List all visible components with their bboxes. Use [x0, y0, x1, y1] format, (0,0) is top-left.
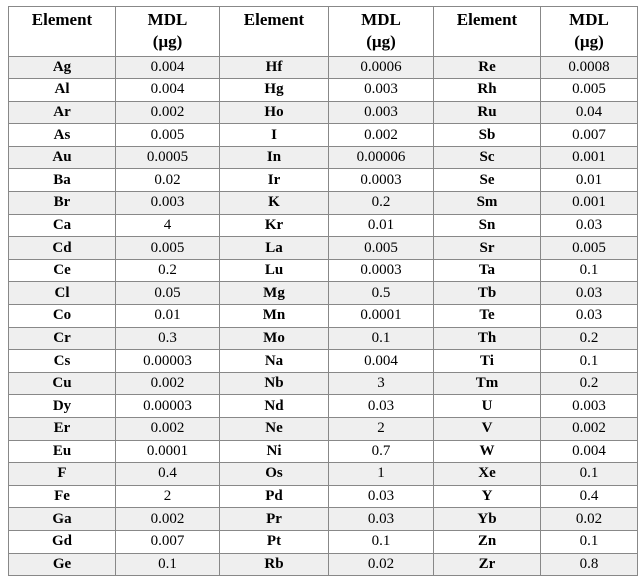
mdl-value-cell: 0.001 [541, 146, 638, 169]
mdl-value-cell: 4 [116, 214, 220, 237]
mdl-value-cell: 0.02 [116, 169, 220, 192]
table-row [9, 440, 638, 463]
mdl-value-cell: 0.003 [541, 395, 638, 418]
element-cell: Sb [434, 124, 541, 147]
mdl-value-cell: 0.1 [329, 327, 434, 350]
table-row [9, 237, 638, 260]
mdl-value-cell: 0.002 [541, 418, 638, 441]
element-cell: Ne [220, 418, 329, 441]
element-cell: Pt [220, 530, 329, 553]
element-cell: Ta [434, 259, 541, 282]
table-row [9, 56, 638, 79]
mdl-value-cell: 0.01 [329, 214, 434, 237]
element-cell: Os [220, 463, 329, 486]
mdl-table [8, 6, 638, 576]
mdl-value-cell: 0.1 [541, 350, 638, 373]
table-row [9, 169, 638, 192]
mdl-value-cell: 0.005 [329, 237, 434, 260]
mdl-value-cell: 0.04 [541, 101, 638, 124]
element-cell: Eu [9, 440, 116, 463]
element-cell: Au [9, 146, 116, 169]
element-cell: Zn [434, 530, 541, 553]
element-cell: Sn [434, 214, 541, 237]
mdl-header [329, 7, 434, 57]
table-row [9, 530, 638, 553]
table-row [9, 350, 638, 373]
element-cell: Yb [434, 508, 541, 531]
mdl-value-cell: 0.01 [541, 169, 638, 192]
table-row [9, 485, 638, 508]
mdl-value-cell: 0.03 [329, 395, 434, 418]
table-header [9, 7, 638, 57]
element-cell: Ti [434, 350, 541, 373]
element-cell: Xe [434, 463, 541, 486]
mdl-value-cell: 0.004 [116, 56, 220, 79]
mdl-value-cell: 0.002 [116, 101, 220, 124]
element-cell: Mo [220, 327, 329, 350]
element-cell: Sr [434, 237, 541, 260]
mdl-value-cell: 0.03 [541, 214, 638, 237]
mdl-value-cell: 0.004 [116, 79, 220, 102]
element-cell: Sc [434, 146, 541, 169]
mdl-value-cell: 0.2 [541, 372, 638, 395]
table-row [9, 305, 638, 328]
mdl-value-cell: 1 [329, 463, 434, 486]
mdl-value-cell: 0.8 [541, 553, 638, 576]
element-cell: Ar [9, 101, 116, 124]
element-cell: Gd [9, 530, 116, 553]
element-cell: Th [434, 327, 541, 350]
table-row [9, 101, 638, 124]
element-cell: Ce [9, 259, 116, 282]
mdl-header-label: MDL [569, 10, 609, 29]
element-cell: Cl [9, 282, 116, 305]
mdl-value-cell: 0.2 [329, 192, 434, 215]
mdl-value-cell: 0.0003 [329, 259, 434, 282]
element-cell: Rb [220, 553, 329, 576]
mdl-value-cell: 0.7 [329, 440, 434, 463]
table-row [9, 372, 638, 395]
mdl-value-cell: 0.02 [541, 508, 638, 531]
element-cell: Ca [9, 214, 116, 237]
mdl-value-cell: 0.005 [541, 237, 638, 260]
table-body [9, 56, 638, 576]
element-cell: Al [9, 79, 116, 102]
table-row [9, 79, 638, 102]
element-cell: Tm [434, 372, 541, 395]
element-cell: Na [220, 350, 329, 373]
element-cell: Mn [220, 305, 329, 328]
element-cell: I [220, 124, 329, 147]
mdl-value-cell: 0.00006 [329, 146, 434, 169]
element-cell: Dy [9, 395, 116, 418]
element-cell: Ag [9, 56, 116, 79]
element-cell: Kr [220, 214, 329, 237]
element-cell: Re [434, 56, 541, 79]
mdl-value-cell: 0.3 [116, 327, 220, 350]
mdl-value-cell: 0.2 [541, 327, 638, 350]
element-cell: Ga [9, 508, 116, 531]
mdl-header-label: MDL [361, 10, 401, 29]
mdl-header-unit: (µg) [574, 31, 604, 51]
element-cell: K [220, 192, 329, 215]
mdl-header [541, 7, 638, 57]
mdl-value-cell: 0.0008 [541, 56, 638, 79]
mdl-value-cell: 0.003 [329, 101, 434, 124]
table-row [9, 282, 638, 305]
element-cell: Zr [434, 553, 541, 576]
mdl-value-cell: 2 [116, 485, 220, 508]
mdl-value-cell: 0.03 [329, 485, 434, 508]
element-cell: Nd [220, 395, 329, 418]
mdl-value-cell: 0.002 [116, 418, 220, 441]
table-row [9, 192, 638, 215]
element-cell: Ir [220, 169, 329, 192]
element-cell: Mg [220, 282, 329, 305]
mdl-value-cell: 0.004 [541, 440, 638, 463]
mdl-value-cell: 0.005 [541, 79, 638, 102]
mdl-header-unit: (µg) [152, 31, 183, 51]
element-cell: Pr [220, 508, 329, 531]
mdl-value-cell: 0.00003 [116, 395, 220, 418]
mdl-value-cell: 2 [329, 418, 434, 441]
element-cell: Rh [434, 79, 541, 102]
mdl-value-cell: 0.007 [116, 530, 220, 553]
mdl-value-cell: 0.002 [329, 124, 434, 147]
mdl-value-cell: 0.0003 [329, 169, 434, 192]
element-cell: Se [434, 169, 541, 192]
mdl-value-cell: 0.001 [541, 192, 638, 215]
table-row [9, 327, 638, 350]
mdl-value-cell: 0.1 [116, 553, 220, 576]
element-cell: Lu [220, 259, 329, 282]
table-row [9, 395, 638, 418]
mdl-value-cell: 0.4 [541, 485, 638, 508]
table-row [9, 146, 638, 169]
mdl-value-cell: 0.1 [541, 530, 638, 553]
element-cell: Nb [220, 372, 329, 395]
element-cell: Ge [9, 553, 116, 576]
element-cell: Cu [9, 372, 116, 395]
element-cell: Cr [9, 327, 116, 350]
table-row [9, 553, 638, 576]
mdl-value-cell: 0.5 [329, 282, 434, 305]
element-cell: Ru [434, 101, 541, 124]
mdl-value-cell: 3 [329, 372, 434, 395]
mdl-value-cell: 0.4 [116, 463, 220, 486]
mdl-value-cell: 0.03 [541, 305, 638, 328]
mdl-value-cell: 0.005 [116, 237, 220, 260]
table-row [9, 124, 638, 147]
table-row [9, 214, 638, 237]
element-cell: La [220, 237, 329, 260]
element-cell: As [9, 124, 116, 147]
mdl-value-cell: 0.1 [329, 530, 434, 553]
element-cell: W [434, 440, 541, 463]
element-cell: Tb [434, 282, 541, 305]
element-cell: Ho [220, 101, 329, 124]
mdl-value-cell: 0.1 [541, 259, 638, 282]
table-row [9, 259, 638, 282]
element-cell: Sm [434, 192, 541, 215]
table-row [9, 508, 638, 531]
element-header: Element [9, 7, 116, 57]
mdl-value-cell: 0.003 [329, 79, 434, 102]
mdl-value-cell: 0.05 [116, 282, 220, 305]
element-cell: Hf [220, 56, 329, 79]
element-cell: Ni [220, 440, 329, 463]
mdl-value-cell: 0.03 [329, 508, 434, 531]
element-cell: U [434, 395, 541, 418]
mdl-value-cell: 0.007 [541, 124, 638, 147]
mdl-value-cell: 0.02 [329, 553, 434, 576]
table-row [9, 418, 638, 441]
mdl-header [116, 7, 220, 57]
element-cell: F [9, 463, 116, 486]
mdl-value-cell: 0.00003 [116, 350, 220, 373]
mdl-value-cell: 0.2 [116, 259, 220, 282]
element-cell: Te [434, 305, 541, 328]
mdl-value-cell: 0.003 [116, 192, 220, 215]
element-cell: Cd [9, 237, 116, 260]
element-cell: Fe [9, 485, 116, 508]
header-row [9, 7, 638, 57]
element-cell: Er [9, 418, 116, 441]
element-header: Element [220, 7, 329, 57]
element-cell: Y [434, 485, 541, 508]
element-cell: In [220, 146, 329, 169]
mdl-value-cell: 0.01 [116, 305, 220, 328]
mdl-value-cell: 0.004 [329, 350, 434, 373]
mdl-value-cell: 0.002 [116, 372, 220, 395]
mdl-value-cell: 0.0006 [329, 56, 434, 79]
mdl-value-cell: 0.1 [541, 463, 638, 486]
element-header: Element [434, 7, 541, 57]
mdl-value-cell: 0.0001 [116, 440, 220, 463]
mdl-value-cell: 0.0005 [116, 146, 220, 169]
element-cell: Ba [9, 169, 116, 192]
element-cell: Pd [220, 485, 329, 508]
element-cell: Br [9, 192, 116, 215]
mdl-value-cell: 0.03 [541, 282, 638, 305]
element-cell: Hg [220, 79, 329, 102]
element-cell: V [434, 418, 541, 441]
mdl-header-unit: (µg) [366, 31, 396, 51]
element-cell: Cs [9, 350, 116, 373]
mdl-value-cell: 0.0001 [329, 305, 434, 328]
element-cell: Co [9, 305, 116, 328]
mdl-value-cell: 0.005 [116, 124, 220, 147]
mdl-header-label: MDL [147, 10, 188, 29]
mdl-value-cell: 0.002 [116, 508, 220, 531]
table-row [9, 463, 638, 486]
